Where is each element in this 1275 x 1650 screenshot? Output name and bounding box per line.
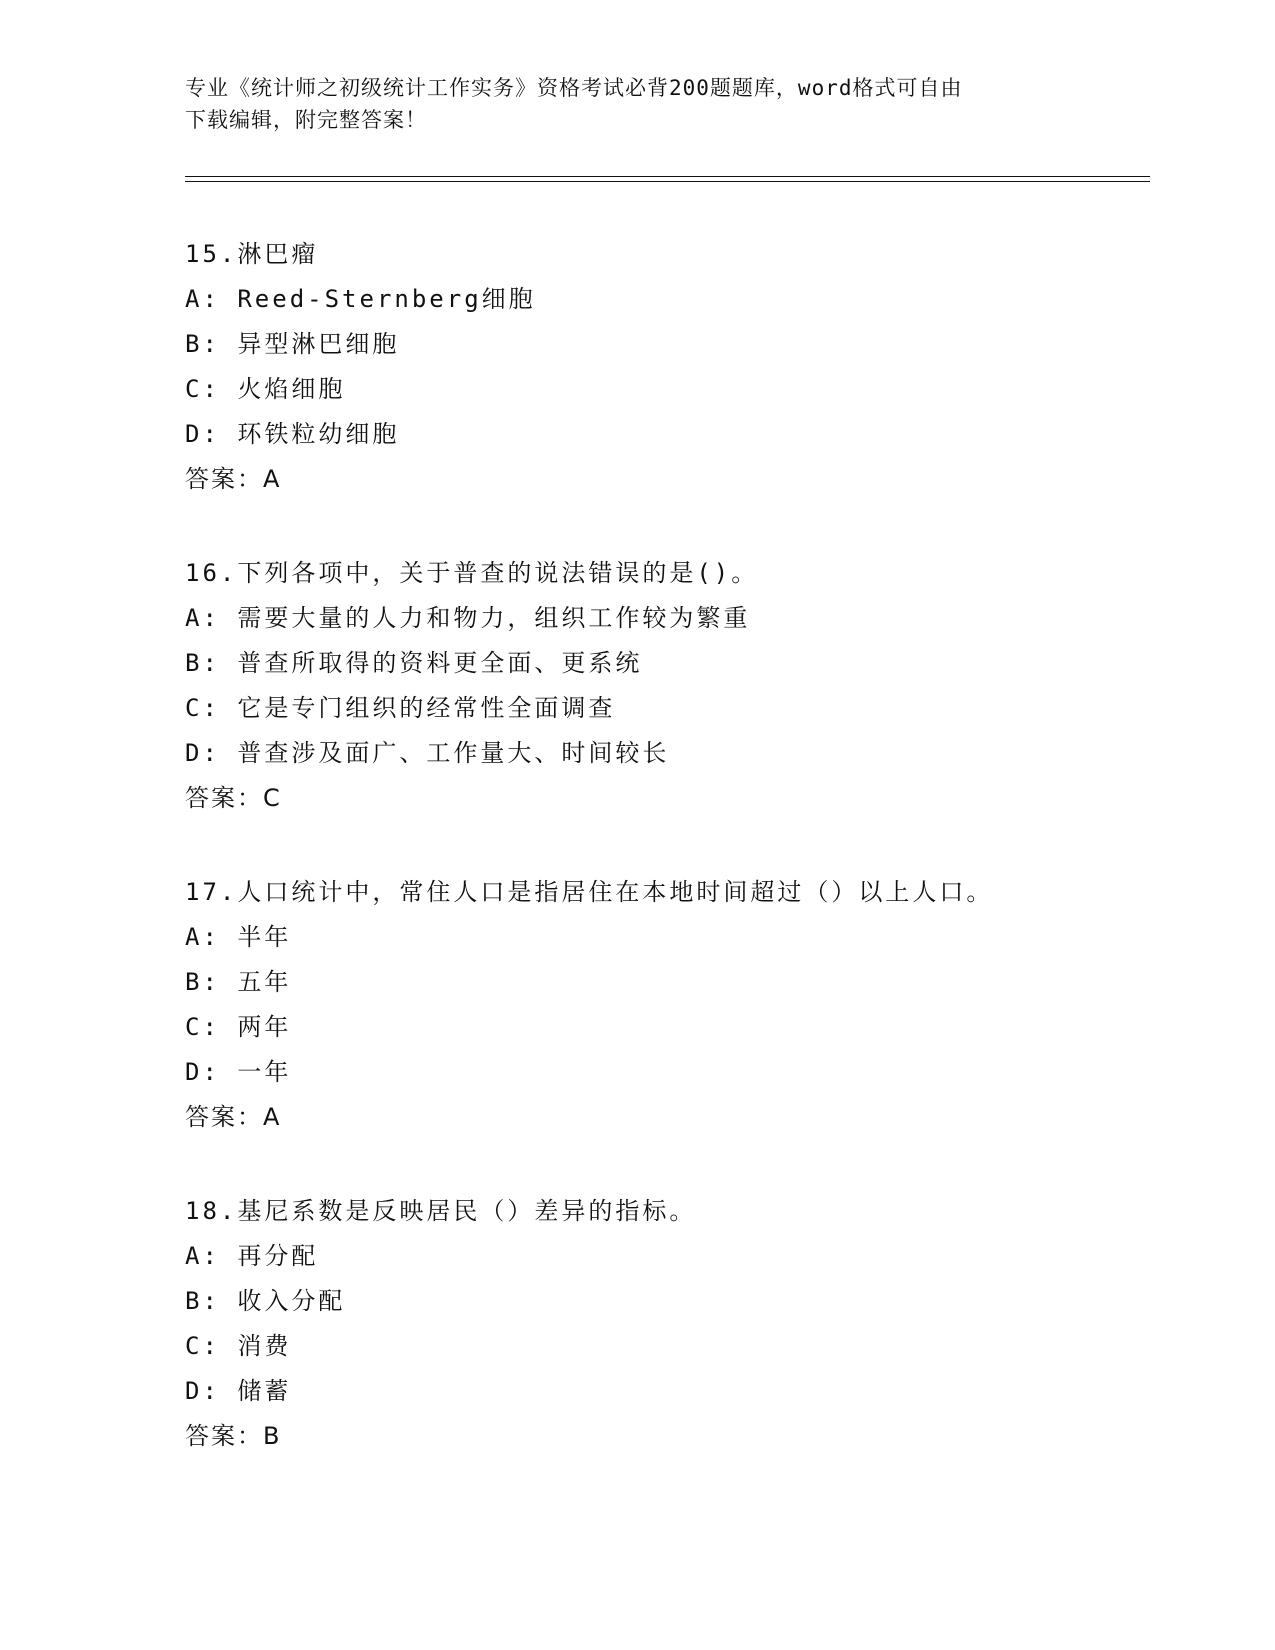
option-c: C: 两年 — [185, 1013, 292, 1041]
header-line-1: 专业《统计师之初级统计工作实务》资格考试必背200题题库，word格式可自由 — [185, 76, 963, 100]
question-stem: 17.人口统计中，常住人口是指居住在本地时间超过（）以上人口。 — [185, 878, 994, 906]
question-17 — [185, 870, 1145, 1140]
document-header — [185, 72, 1065, 136]
option-a: A: 再分配 — [185, 1242, 319, 1270]
option-d: D: 储蓄 — [185, 1377, 292, 1405]
option-d: D: 环铁粒幼细胞 — [185, 420, 400, 448]
answer: 答案：B — [185, 1422, 282, 1450]
answer: 答案：C — [185, 784, 282, 812]
option-a: A: 半年 — [185, 923, 292, 951]
question-18 — [185, 1189, 1145, 1459]
question-stem: 16.下列各项中，关于普查的说法错误的是()。 — [185, 559, 759, 587]
option-d: D: 普查涉及面广、工作量大、时间较长 — [185, 739, 670, 767]
option-b: B: 普查所取得的资料更全面、更系统 — [185, 649, 643, 677]
option-b: B: 异型淋巴细胞 — [185, 330, 400, 358]
question-stem: 18.基尼系数是反映居民（）差异的指标。 — [185, 1197, 697, 1225]
answer: 答案：A — [185, 1103, 282, 1131]
question-16 — [185, 551, 1145, 821]
option-b: B: 五年 — [185, 968, 292, 996]
option-a: A: Reed-Sternberg细胞 — [185, 285, 536, 313]
answer: 答案：A — [185, 465, 282, 493]
option-c: C: 消费 — [185, 1332, 292, 1360]
header-line-2: 下载编辑，附完整答案！ — [185, 108, 427, 132]
header-divider-bottom — [185, 181, 1150, 182]
question-stem: 15.淋巴瘤 — [185, 240, 319, 268]
question-15 — [185, 232, 1145, 502]
option-c: C: 它是专门组织的经常性全面调查 — [185, 694, 616, 722]
option-d: D: 一年 — [185, 1058, 292, 1086]
header-divider-top — [185, 176, 1150, 177]
option-b: B: 收入分配 — [185, 1287, 346, 1315]
option-a: A: 需要大量的人力和物力，组织工作较为繁重 — [185, 604, 751, 632]
option-c: C: 火焰细胞 — [185, 375, 346, 403]
